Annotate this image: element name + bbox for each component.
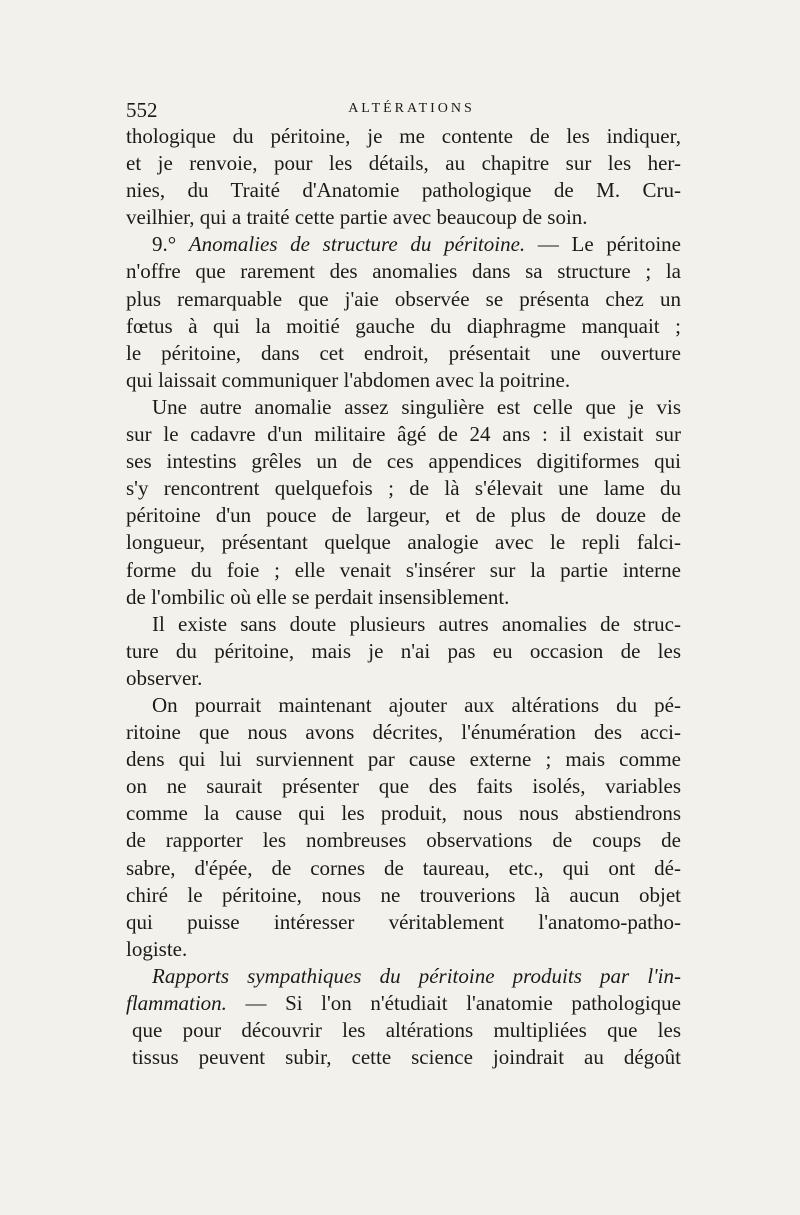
italic-heading-text: Rapports sympathiques du péritoine produits par l'in- bbox=[152, 963, 681, 988]
text-line bbox=[126, 286, 681, 313]
text-line bbox=[126, 963, 681, 990]
line-text: veilhier, qui a traité cette partie avec beaucoup de soin. bbox=[126, 205, 588, 230]
line-text: péritoine d'un pouce de largeur, et de plus de douze de bbox=[126, 503, 681, 528]
line-text: dens qui lui surviennent par cause externe ; mais comme bbox=[126, 747, 681, 772]
text-line bbox=[126, 909, 681, 936]
text-line bbox=[126, 800, 681, 827]
text-line bbox=[126, 936, 681, 963]
running-head: ALTÉRATIONS bbox=[348, 101, 475, 116]
text-line bbox=[126, 584, 681, 611]
text-line bbox=[126, 150, 681, 177]
page-header bbox=[126, 98, 681, 124]
text-line bbox=[126, 611, 681, 638]
text-line bbox=[126, 231, 681, 258]
line-text: fœtus à qui la moitié gauche du diaphragme manquait ; bbox=[126, 313, 681, 338]
text-line bbox=[126, 340, 681, 367]
text-line bbox=[126, 177, 681, 204]
text-line bbox=[126, 719, 681, 746]
line-text: s'y rencontrent quelquefois ; de là s'élevait une lame du bbox=[126, 476, 681, 501]
line-text: le péritoine, dans cet endroit, présentait une ouverture bbox=[126, 340, 681, 365]
line-text: que pour découvrir les altérations multipliées que les bbox=[132, 1018, 681, 1043]
body-text bbox=[126, 123, 681, 1071]
text-line bbox=[126, 475, 681, 502]
text-line bbox=[126, 394, 681, 421]
text-line bbox=[126, 1044, 681, 1071]
text-line bbox=[126, 746, 681, 773]
line-text: forme du foie ; elle venait s'insérer sur la partie interne bbox=[126, 557, 681, 582]
line-text: logiste. bbox=[126, 936, 188, 961]
line-text: on ne saurait présenter que des faits isolés, variables bbox=[126, 774, 681, 799]
line-text: plus remarquable que j'aie observée se présenta chez un bbox=[126, 286, 681, 311]
line-text: 9.° bbox=[152, 232, 189, 257]
line-text: sur le cadavre d'un militaire âgé de 24 ans : il existait sur bbox=[126, 422, 681, 447]
line-text: thologique du péritoine, je me contente de les indiquer, bbox=[126, 124, 681, 148]
line-text: qui puisse intéresser véritablement l'anatomo-patho- bbox=[126, 909, 681, 934]
line-text: tissus peuvent subir, cette science joindrait au dégoût bbox=[132, 1045, 681, 1070]
text-line bbox=[126, 638, 681, 665]
text-line bbox=[126, 557, 681, 584]
text-line bbox=[126, 258, 681, 285]
text-line bbox=[126, 1017, 681, 1044]
line-text: ses intestins grêles un de ces appendices digitiformes qui bbox=[126, 449, 681, 474]
text-line bbox=[126, 123, 681, 150]
line-text: nies, du Traité d'Anatomie pathologique de M. Cru- bbox=[126, 178, 681, 203]
line-text: n'offre que rarement des anomalies dans sa structure ; la bbox=[126, 259, 681, 284]
text-line bbox=[126, 882, 681, 909]
line-text: comme la cause qui les produit, nous nous abstiendrons bbox=[126, 801, 681, 826]
text-line bbox=[126, 827, 681, 854]
line-text: — Si l'on n'étudiait l'anatomie pathologique bbox=[226, 991, 681, 1015]
line-text: ritoine que nous avons décrites, l'énumération des acci- bbox=[126, 720, 681, 745]
text-line bbox=[126, 692, 681, 719]
line-text: — Le péritoine bbox=[525, 232, 682, 257]
text-line bbox=[126, 421, 681, 448]
text-line bbox=[126, 990, 681, 1017]
italic-heading-text: flammation. bbox=[126, 991, 227, 1015]
line-text: longueur, présentant quelque analogie avec le repli falci- bbox=[126, 530, 681, 555]
text-line bbox=[126, 855, 681, 882]
line-text: ture du péritoine, mais je n'ai pas eu occasion de les bbox=[126, 638, 681, 663]
line-text: qui laissait communiquer l'abdomen avec la poitrine. bbox=[126, 367, 571, 392]
line-text: de l'ombilic où elle se perdait insensiblement. bbox=[126, 584, 510, 609]
line-text: Une autre anomalie assez singulière est celle que je vis bbox=[152, 394, 681, 419]
line-text: de rapporter les nombreuses observations de coups de bbox=[126, 828, 681, 853]
text-line bbox=[126, 502, 681, 529]
text-line bbox=[126, 204, 681, 231]
line-text: On pourrait maintenant ajouter aux altérations du pé- bbox=[152, 692, 681, 717]
page-number: 552 bbox=[126, 98, 158, 122]
line-text: et je renvoie, pour les détails, au chapitre sur les her- bbox=[126, 151, 681, 176]
text-line bbox=[126, 773, 681, 800]
text-line bbox=[126, 448, 681, 475]
text-line bbox=[126, 367, 681, 394]
italic-heading-text: Anomalies de structure du péritoine. bbox=[188, 232, 526, 257]
line-text: Il existe sans doute plusieurs autres anomalies de struc- bbox=[152, 611, 681, 636]
line-text: sabre, d'épée, de cornes de taureau, etc., qui ont dé- bbox=[126, 855, 681, 880]
text-line bbox=[126, 665, 681, 692]
line-text: observer. bbox=[126, 665, 203, 690]
text-line bbox=[126, 313, 681, 340]
line-text: chiré le péritoine, nous ne trouverions là aucun objet bbox=[126, 882, 681, 907]
text-line bbox=[126, 529, 681, 556]
